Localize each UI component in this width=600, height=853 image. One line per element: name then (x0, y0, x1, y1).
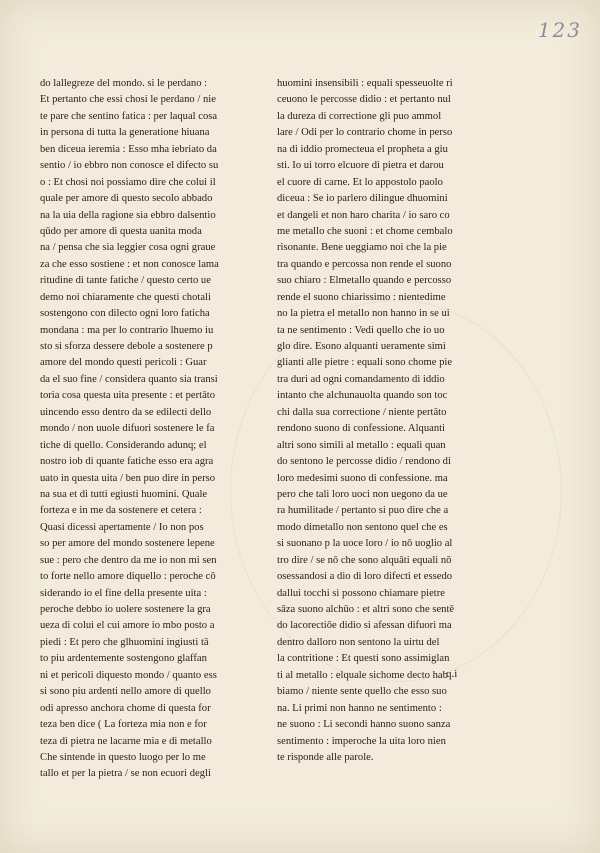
text-line: altri sono simili al metallo : equali quan (277, 439, 446, 451)
text-line: ra humilitade / pertanto si puo dire che a (277, 505, 449, 517)
text-line: tro dire / se nō che sono alquāti equali nō (277, 554, 452, 566)
left-text-column (40, 76, 255, 783)
text-line: teza ben dice ( La forteza mia non e for (40, 719, 207, 731)
text-line: sti. Io ui torro elcuore di pietra et darou (277, 160, 444, 172)
text-line: to piu ardentemente sostengono glaffan (40, 653, 207, 665)
text-line: na / pensa che sia leggier cosa ogni graue (40, 242, 216, 254)
text-line: ne suono : Li secondi hanno suono sanza (277, 719, 451, 731)
text-line: na di iddio promecteua el propheta a giu (277, 143, 448, 155)
text-line: amore del mondo questi pericoli : Guar (40, 357, 207, 369)
text-line: quale per amore di questo secolo abbado (40, 193, 213, 205)
text-line: no la pietra el metallo non hanno in se ui (277, 308, 450, 320)
text-line: chi dalla sua correctione / niente pertāto (277, 406, 447, 418)
text-line: te pare che sentino fatica : per laqual cosa (40, 110, 218, 122)
text-line: tallo et per la pietra / se non ecuori degli (40, 768, 211, 780)
text-line: te risponde alle parole. (277, 751, 374, 763)
text-line: za che esso sostiene : et non conosce lama (40, 258, 219, 270)
signature-mark: q.i (446, 668, 458, 680)
text-line: teza di pietra ne lacarne mia e di metallo (40, 735, 212, 747)
text-line: lare / Odi per lo contrario chome in perso (277, 127, 453, 139)
text-line: risonante. Bene ueggiamo noi che la pie (277, 242, 447, 254)
text-line: toria cosa questa uita presente : et pertāto (40, 390, 216, 402)
right-text-column (277, 76, 499, 766)
text-line: in persona di tutta la generatione hiuana (40, 127, 210, 139)
text-line: dallui tocchi si possono chiamare pietre (277, 587, 445, 599)
text-line: mondana : ma per lo contrario lhuemo iu (40, 324, 214, 336)
text-line: sentio / io ebbro non conosce el difecto su (40, 160, 219, 172)
text-line: tra quando e percossa non rende el suono (277, 258, 452, 270)
text-line: to forte nello amore diquello : peroche cō (40, 571, 216, 583)
text-line: la dureza di correctione gli puo ammol (277, 110, 442, 122)
text-line: glo dire. Esono alquanti ueramente simi (277, 341, 446, 352)
text-line: ta ne sentimento : Vedi quello che io uo (277, 324, 445, 336)
text-line: intanto che alchunauolta quando son toc (277, 390, 448, 402)
text-line: glianti alle pietre : equali sono chome pie (277, 357, 453, 369)
text-line: mondo / non uuole difuori sostenere le fa (40, 423, 215, 435)
text-line: sāza suono alchūo : et altri sono che sentē (277, 604, 455, 615)
text-line: demo noi chiaramente che questi chotali (40, 291, 211, 303)
text-line: so per amore del mondo sostenere lepene (40, 538, 215, 550)
text-line: rende el suono chiarissimo : nientedime (277, 291, 446, 303)
text-line: ritudine di tante fatiche / questo certo ue (40, 275, 211, 287)
text-line: dentro dalloro non sentono la uirtu del (277, 636, 440, 648)
text-line: na. Li primi non hanno ne sentimento : (277, 702, 442, 714)
text-line: ueza di colui el cui amore io mbo posto a (40, 620, 215, 632)
text-line: siderando io el fine della presente uita : (40, 587, 207, 599)
text-line: do lacorectiōe didio si afessan difuori ma (277, 620, 452, 632)
text-line: diceua : Se io parlero dilingue dhuomini (277, 193, 448, 205)
text-line: et dangeli et non haro charita / io saro co (277, 209, 450, 221)
text-line: qūdo per amore di questa uanita moda (40, 225, 202, 237)
text-line: sentimento : imperoche la uita loro nien (277, 735, 446, 747)
text-line: Quasi dicessi apertamente / Io non pos (40, 521, 204, 533)
text-line: ni et pericoli diquesto mondo / quanto ess (40, 669, 217, 681)
text-line: Che sintende in questo luogo per lo me (40, 751, 206, 763)
text-line: ben diceua ieremia : Esso mha iebriato da (40, 143, 217, 155)
text-line: piedi : Et pero che glhuomini ingiusti tā (40, 636, 209, 648)
text-line: biamo / niente sente quello che esso suo (277, 686, 447, 698)
text-line: peroche debbo io uolere sostenere la gra (40, 604, 211, 615)
text-line: uato in questa uita / ben puo dire in perso (40, 472, 216, 484)
text-line: uincendo esso dentro da se edilecti dello (40, 406, 212, 418)
text-line: modo dimetallo non sentono quel che es (277, 521, 448, 533)
folio-number: 123 (537, 18, 582, 42)
text-line: la contritione : Et questi sono assimiglan (277, 653, 450, 665)
text-line: rendono suono di confessione. Alquanti (277, 423, 446, 435)
text-line: suo chiaro : Elmetallo quando e percosso (277, 275, 452, 287)
text-line: sostengono con dilecto ogni loro faticha (40, 308, 210, 320)
text-line: me metallo che suoni : et chome cembalo (277, 225, 453, 237)
text-line: sto si sforza dessere debole a sostenere p (40, 341, 213, 352)
text-line: pero che tali loro uoci non uegono da ue (277, 488, 448, 500)
text-line: el cuore di carne. Et lo appostolo paolo (277, 176, 443, 188)
text-line: loro medesimi suono di confessione. ma (277, 472, 448, 484)
text-line: forteza e in me da sostenere et cetera : (40, 505, 202, 517)
text-line: osessandosi a dio di loro difecti et essedo (277, 571, 453, 583)
text-line: na sua et di tutti egiusti huomini. Quale (40, 488, 208, 500)
text-line: do lallegreze del mondo. si le perdano : (40, 78, 208, 89)
text-line: do sentono le percosse didio / rendono di (277, 456, 451, 468)
text-line: Et pertanto che essi chosi le perdano / nie (40, 94, 216, 106)
text-line: tiche di quello. Considerando adunq; el (40, 439, 207, 451)
text-line: si sono piu ardenti nello amore di quello (40, 686, 211, 698)
text-line: nostro iob di quante fatiche esso era agra (40, 456, 214, 468)
text-line: odi apresso anchora chome di questa for (40, 702, 211, 714)
text-line: huomini insensibili : equali spesseuolte ri (277, 78, 453, 89)
text-line: da el suo fine / considera quanto sia transi (40, 373, 218, 385)
text-line: o : Et chosi noi possiamo dire che colui il (40, 176, 216, 188)
text-line: na la uia della ragione sia ebbro dalsentio (40, 209, 216, 221)
text-line: ceuono le percosse didio : et pertanto nul (277, 94, 451, 106)
text-line: tra duri ad ogni comandamento di iddio (277, 373, 445, 385)
text-line: si suonano p la uoce loro / io nō uoglio al (277, 538, 453, 550)
text-line: sue : pero che dentro da me io non mi sen (40, 554, 217, 566)
text-line: ti al metallo : elquale sichome decto hab (277, 669, 448, 681)
